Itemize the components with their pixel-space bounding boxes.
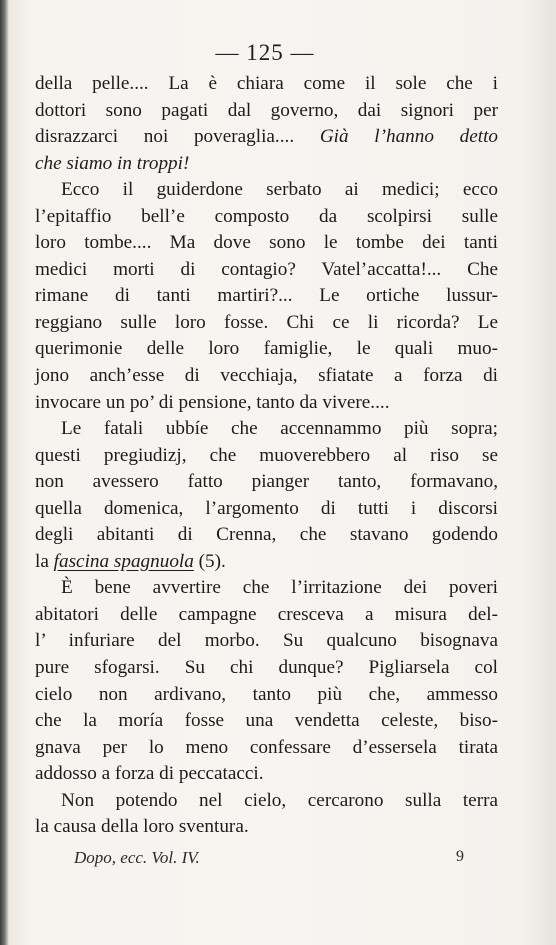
page-number: — 125 — [215,40,315,65]
text-line [35,469,498,496]
italic-text: Già l’hanno detto [319,126,499,148]
paragraph [35,788,498,841]
line-text: cielo non ardivano, tanto più che, ammesso [35,683,498,705]
body-text [35,71,498,841]
page-binding-edge [0,0,9,945]
line-text: Le fatali ubbíe che accennammo più sopra; [61,418,498,440]
text-line [35,177,498,204]
page-footer [74,848,464,868]
text-line [35,788,498,815]
text-line [35,71,498,98]
paragraph [35,575,498,787]
text-line [35,443,498,470]
text-line [35,363,498,390]
line-text: Non potendo nel cielo, cercarono sulla terra [61,789,498,811]
text-line [35,230,498,257]
footer-signature: Dopo, ecc. Vol. IV. [74,848,200,867]
text-line [35,628,498,655]
line-text: della pelle.... La è chiara come il sole che i [35,73,498,94]
line-text: querimonie delle loro famiglie, le quali muo- [35,338,498,360]
line-text: jono anch’esse di vecchiaja, sfiatate a forza di [35,365,498,387]
line-text: l’ infuriare del morbo. Su qualcuno bisognava [35,630,498,652]
text-line [35,602,498,629]
text-line [35,257,498,284]
text-line [35,496,498,523]
underlined-italic-text: fascina spagnuola [53,550,194,572]
footer-sheet-number: 9 [456,848,464,865]
paragraph [35,416,498,575]
line-text: addosso a forza di peccatacci. [35,763,264,785]
text-line [35,151,498,178]
text-line [35,549,498,576]
line-text: questi pregiudizj, che muoverebbero al riso se [35,444,498,466]
line-text: reggiano sulle loro fosse. Chi ce li ricorda? Le [35,311,498,333]
line-text: non avessero fatto pianger tanto, formavano, [35,471,498,493]
text-line [35,204,498,231]
line-text: la [35,550,54,572]
text-line [35,283,498,310]
text-line [35,708,498,735]
line-text: invocare un po’ di pensione, tanto da vivere.... [35,391,390,413]
line-text: l’epitaffio bell’e composto da scolpirsi sulle [35,205,498,227]
paragraph [35,71,498,177]
line-text: medici morti di contagio? Vatel’accatta!... Che [35,258,498,280]
text-line [35,814,498,841]
text-line [35,682,498,709]
text-line [35,124,498,151]
text-line [35,310,498,337]
text-line [35,761,498,788]
line-text: abitatori delle campagne cresceva a misura del- [35,603,498,625]
line-text: pure sfogarsi. Su chi dunque? Pigliarsela col [35,657,498,679]
line-text: la causa della loro sventura. [35,816,249,838]
paragraph [35,177,498,416]
text-line [35,336,498,363]
line-text: Ecco il guiderdone serbato ai medici; ecco [61,179,498,201]
text-line [35,735,498,762]
line-text: degli abitanti di Crenna, che stavano godendo [35,524,498,546]
line-text: È bene avvertire che l’irritazione dei poveri [61,577,498,599]
text-line [35,522,498,549]
line-text: gnava per lo meno confessare d’essersela tirata [35,736,498,758]
italic-text: che siamo in troppi! [35,152,190,174]
line-text: che la moría fosse una vendetta celeste, biso- [35,710,498,732]
text-line [35,655,498,682]
text-line [35,416,498,443]
line-text: loro tombe.... Ma dove sono le tombe dei tanti [35,232,498,254]
line-text: dottori sono pagati dal governo, dai signori per [35,99,498,121]
line-text: rimane di tanti martiri?... Le ortiche lussur- [35,285,498,307]
text-line [35,390,498,417]
line-text: disrazzarci noi poveraglia.... [35,126,320,148]
line-text: quella domenica, l’argomento di tutti i discorsi [35,497,498,519]
line-text-after: (5). [193,550,226,572]
text-line [35,575,498,602]
text-line [35,98,498,125]
